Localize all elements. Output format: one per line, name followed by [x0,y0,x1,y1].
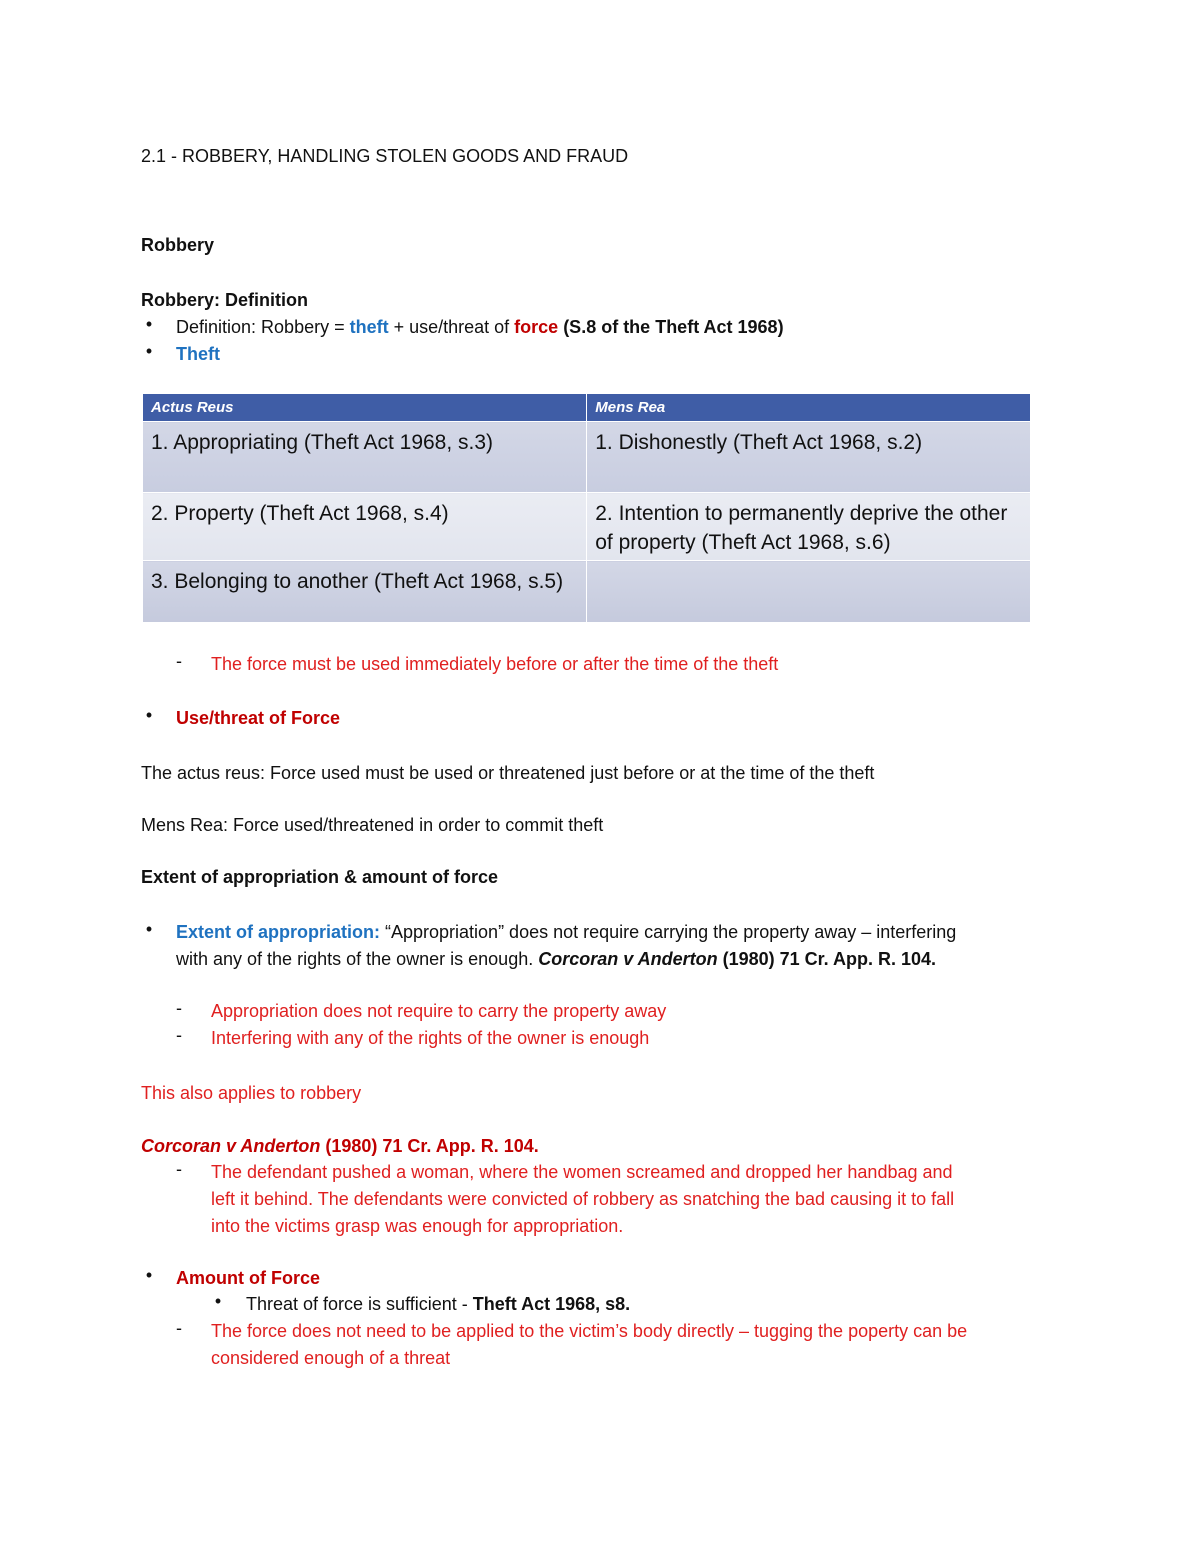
extent-text-2: with any of the rights of the owner is enough. [176,949,539,969]
actus-reus-line: The actus reus: Force used must be used or threatened just before or at the time of the theft [141,763,875,783]
table-cell: 2. Intention to permanently deprive the other of property (Theft Act 1968, s.6) [587,493,1031,561]
force-note: The force must be used immediately before or after the time of the theft [211,654,779,674]
table-row [143,561,1031,623]
case-fact-line: into the victims grasp was enough for appropriation. [211,1216,624,1236]
dash-icon: - [176,1318,182,1338]
extent-heading: Extent of appropriation & amount of force [141,867,499,887]
applies-note: This also applies to robbery [141,1083,362,1103]
dash-icon: - [176,1025,182,1045]
amount-sub-text: Threat of force is sufficient - [246,1294,473,1314]
table-header-actus-reus: Actus Reus [143,394,587,422]
extent-note: Interfering with any of the rights of the owner is enough [211,1028,650,1048]
definition-force: force [514,317,559,337]
bullet-icon: • [145,341,153,361]
table-header-mens-rea: Mens Rea [587,394,1031,422]
extent-text: “Appropriation” does not require carrying the property away – interfering [380,922,957,942]
table-cell [587,561,1031,623]
table-row [143,493,1031,561]
amount-sub [246,1291,630,1317]
amount-note-line: considered enough of a threat [211,1348,451,1368]
definition-theft: theft [349,317,389,337]
use-threat-heading: Use/threat of Force [176,708,341,728]
table-cell: 1. Dishonestly (Theft Act 1968, s.2) [587,422,1031,493]
bullet-icon: • [145,919,153,939]
bullet-icon: • [145,1265,153,1285]
case-name: Corcoran v Anderton [538,949,718,969]
dash-icon: - [176,651,182,671]
extent-bullet-line2 [176,946,936,972]
case-heading [141,1133,539,1159]
dash-icon: - [176,1159,182,1179]
extent-bullet-line1 [176,919,956,945]
case-heading-name: Corcoran v Anderton [141,1136,321,1156]
case-cite: (1980) 71 Cr. App. R. 104. [717,949,937,969]
amount-sub-ref: Theft Act 1968, s8. [472,1294,631,1314]
extent-note: Appropriation does not require to carry the property away [211,1001,667,1021]
bullet-icon: • [145,705,153,725]
table-cell: 1. Appropriating (Theft Act 1968, s.3) [143,422,587,493]
theft-elements-table [143,394,1031,622]
dash-icon: - [176,998,182,1018]
mens-rea-line: Mens Rea: Force used/threatened in order to commit theft [141,815,604,835]
definition-prefix: Definition: Robbery = [176,317,350,337]
robbery-heading: Robbery [141,235,215,255]
bullet-icon: • [214,1291,222,1311]
theft-bullet: Theft [176,344,220,364]
definition-middle: + use/threat of [388,317,515,337]
definition-bullet [176,314,784,340]
bullet-icon: • [145,314,153,334]
table-cell: 3. Belonging to another (Theft Act 1968, s.5) [143,561,587,623]
case-fact-line: left it behind. The defendants were convicted of robbery as snatching the bad causing it to fall [211,1189,955,1209]
page-title: 2.1 - ROBBERY, HANDLING STOLEN GOODS AND FRAUD [141,146,629,166]
amount-heading: Amount of Force [176,1268,320,1288]
table-row [143,422,1031,493]
case-fact-line: The defendant pushed a woman, where the women screamed and dropped her handbag and [211,1162,953,1182]
definition-heading: Robbery: Definition [141,290,308,310]
extent-label: Extent of appropriation: [176,922,380,942]
table-cell: 2. Property (Theft Act 1968, s.4) [143,493,587,561]
definition-ref: (S.8 of the Theft Act 1968) [558,317,784,337]
amount-note-line: The force does not need to be applied to the victim’s body directly – tugging the poperty can be [211,1321,968,1341]
case-heading-cite: (1980) 71 Cr. App. R. 104. [320,1136,539,1156]
